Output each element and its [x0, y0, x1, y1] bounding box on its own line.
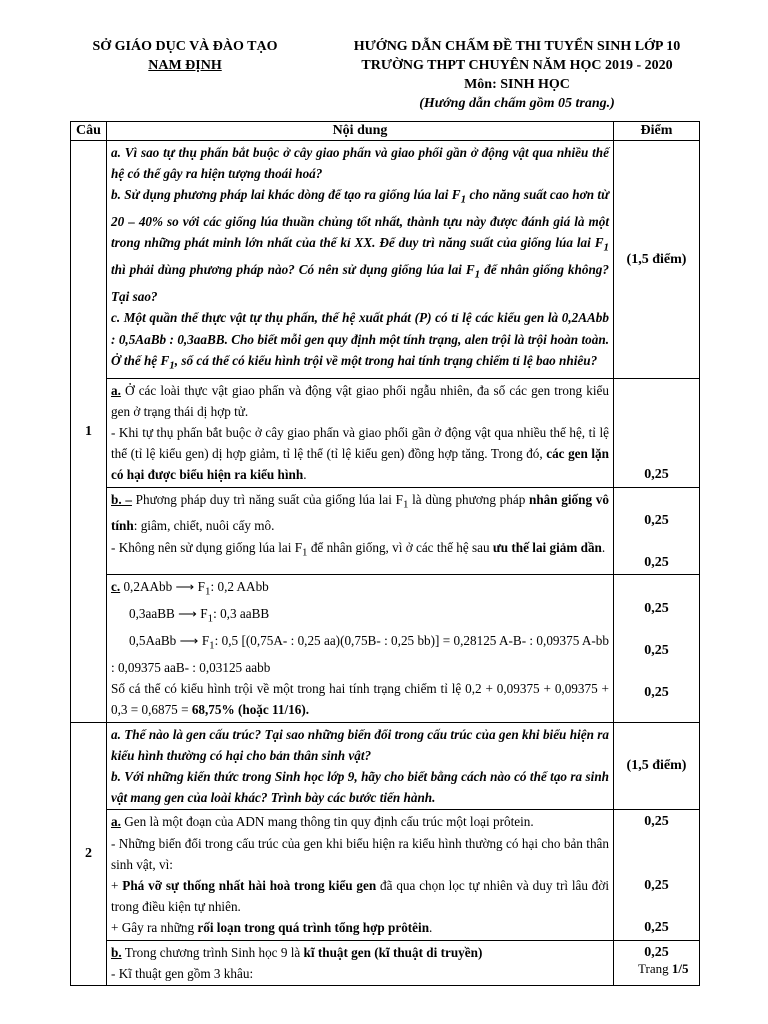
q1-answer-c-score: 0,25 0,25 0,25 — [614, 575, 700, 722]
q1-question — [107, 141, 614, 379]
q2-question-b: b. Với những kiến thức trong Sinh học lớp 9, hãy cho biết bằng cách nào có thể tạo ra sinh vật mang gen của loài khác? Trình bày các bước tiến hành. — [111, 768, 609, 806]
q2-question — [107, 722, 614, 810]
q1-question-row — [71, 141, 700, 379]
q1-answer-c-row — [71, 575, 700, 722]
q1-number: 1 — [71, 141, 107, 723]
province-name: NAM ĐỊNH — [148, 58, 222, 73]
q2-answer-a-row — [71, 810, 700, 940]
q2-question-row — [71, 722, 700, 810]
q1-answer-b: b. – Phương pháp duy trì năng suất của giống lúa lai $F_1$ là dùng phương pháp nhân giống vô tính: giâm, chiết, nuôi cấy mô. - Không nên sử dụng giống lúa lai $F_1$ để nhân giống, vì ở các thế hệ sau ưu thế lai giảm dần. — [107, 487, 614, 575]
department-name: SỞ GIÁO DỤC VÀ ĐÀO TẠO — [92, 39, 278, 54]
q1-answer-a-row — [71, 378, 700, 487]
q1-question-c: c. Một quần thể thực vật tự thụ phấn, thế hệ xuất phát (P) có tỉ lệ các kiểu gen là 0,2AAbb : 0,5AaBb : 0,3aaBB. Cho biết mỗi gen quy định một tính trạng, alen trội là trội hoàn toàn. Ở thế hệ $F_1$, số cá thể có kiểu hình trội về một trong hai tính trạng chiếm tỉ lệ bao nhiêu? — [111, 310, 609, 372]
table-header-row — [71, 122, 700, 141]
page-number: 1/5 — [671, 961, 689, 976]
header-cau: Câu — [71, 122, 107, 141]
q2-answer-b-row — [71, 940, 700, 985]
q1-question-b: b. Sử dụng phương pháp lai khác dòng để tạo ra giống lúa lai $F_1$ cho năng suất cao hơn từ 20 – 40% so với các giống lúa thuần chủng tốt nhất, thành tựu này được đánh giá là một trong những phát minh lớn nhất của thế kỉ XX. Để duy trì năng suất của giống lúa lai $F_1$ thì phải dùng phương pháp nào? Có nên sử dụng giống lúa lai $F_1$ để nhân giống không?Tại sao? — [111, 187, 609, 305]
q1-answer-c: c. 0,2AAbb ⟶ $F_1$: 0,2 AAbb 0,3aaBB ⟶ $F_1$: 0,3 aaBB 0,5AaBb ⟶ $F_1$: 0,5 [(0,75A- : 0,25 aa)(0,75B- : 0,25 bb)] = 0,28125 A-B- : 0,09375 A-bb : 0,09375 aaB- : 0,03125 aabb Số cá thể có kiểu hình trội về một trong hai tính trạng chiếm tỉ lệ 0,2 + 0,09375 + 0,09375 + 0,3 = 0,6875 = 68,75% (hoặc 11/16). — [107, 575, 614, 722]
header-noidung: Nội dung — [107, 122, 614, 141]
document-title: HƯỚNG DẪN CHẤM ĐỀ THI TUYỂN SINH LỚP 10 — [353, 39, 681, 54]
department-header — [74, 37, 296, 75]
page-footer — [638, 961, 688, 977]
document-title-block — [332, 37, 702, 113]
q2-total-score: (1,5 điểm) — [614, 722, 700, 810]
q1-answer-b-score: 0,25 0,25 — [614, 487, 700, 575]
school-year: TRƯỜNG THPT CHUYÊN NĂM HỌC 2019 - 2020 — [361, 58, 673, 73]
q1-answer-b-row — [71, 487, 700, 575]
q1-answer-a: a. Ở các loài thực vật giao phấn và động vật giao phối ngẫu nhiên, đa số các gen trong kiểu gen ở trạng thái dị hợp tử. - Khi tự thụ phấn bắt buộc ở cây giao phấn và giao phối gần ở động vật qua nhiều thế hệ, tỉ lệ thể (tỉ lệ kiểu gen) dị hợp giảm, tỉ lệ thể (tỉ lệ kiểu gen) đồng hợp tăng. Trong đó, các gen lặn có hại được biểu hiện ra kiểu hình. — [107, 378, 614, 487]
q1-answer-a-score: 0,25 — [614, 378, 700, 487]
grading-table — [70, 121, 700, 986]
q2-number: 2 — [71, 722, 107, 985]
page-count-note: (Hướng dẫn chấm gồm 05 trang.) — [419, 96, 615, 111]
q1-question-a: a. Vì sao tự thụ phấn bắt buộc ở cây giao phấn và giao phối gần ở động vật qua nhiều thế hệ có thể gây ra hiện tượng thoái hoá? — [111, 145, 609, 182]
q2-answer-b-score: 0,25 — [614, 940, 700, 985]
q2-answer-a-score: 0,25 0,25 0,25 — [614, 810, 700, 940]
q2-answer-a: a. Gen là một đoạn của ADN mang thông tin quy định cấu trúc một loại prôtein. - Những biến đổi trong cấu trúc của gen khi biểu hiện ra kiểu hình thường có hại cho bản thân sinh vật, vì: + Phá vỡ sự thống nhất hài hoà trong kiểu gen đã qua chọn lọc tự nhiên và duy trì lâu đời trong điều kiện tự nhiên. + Gây ra những rối loạn trong quá trình tổng hợp prôtêin. — [107, 810, 614, 940]
q2-question-a: a. Thế nào là gen cấu trúc? Tại sao những biến đổi trong cấu trúc của gen khi biểu hiện ra kiểu hình thường có hại cho bản thân sinh vật? — [111, 726, 609, 763]
page-label: Trang — [638, 961, 672, 976]
q2-answer-b: b. Trong chương trình Sinh học 9 là kĩ thuật gen (kĩ thuật di truyền) - Kĩ thuật gen gồm 3 khâu: — [107, 940, 614, 985]
q1-total-score: (1,5 điểm) — [614, 141, 700, 379]
subject: Môn: SINH HỌC — [464, 77, 570, 92]
header-diem: Điểm — [614, 122, 700, 141]
